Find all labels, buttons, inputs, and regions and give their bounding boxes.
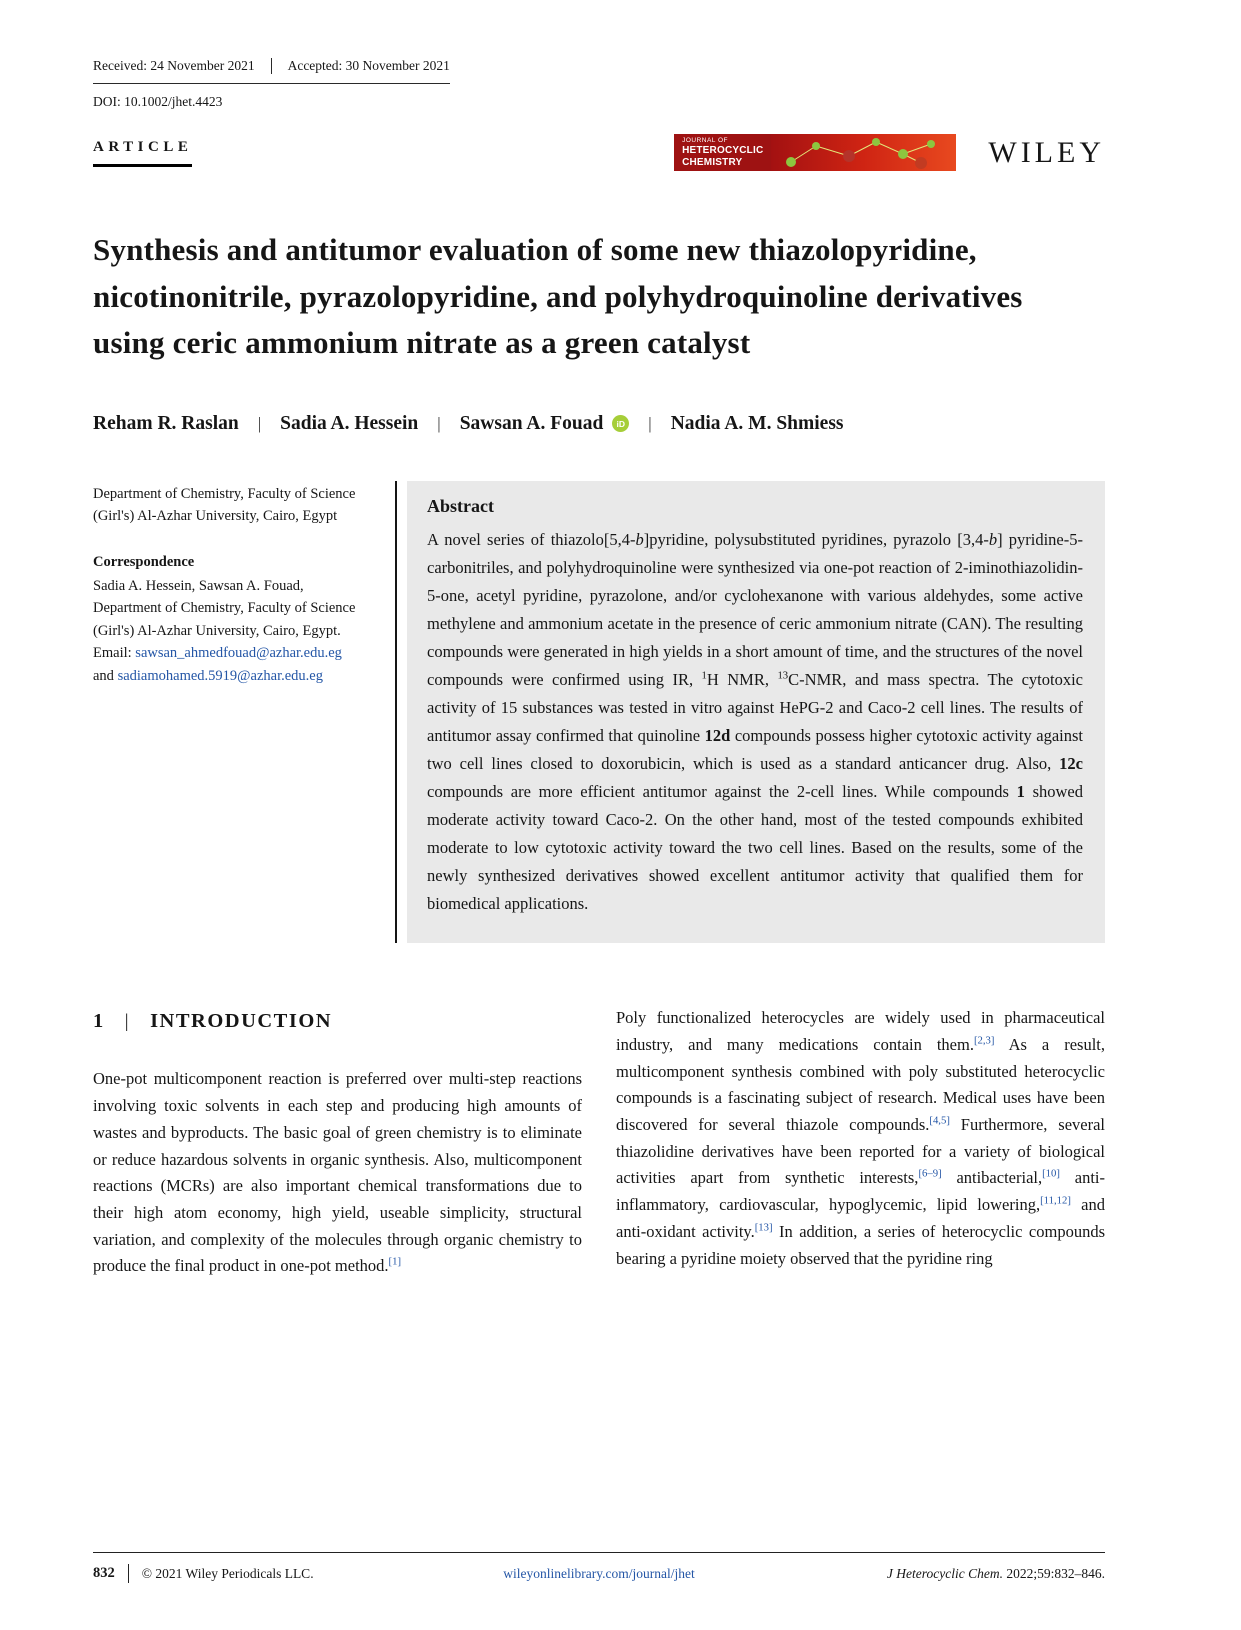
author-separator: |: [257, 413, 262, 433]
author-name-2: Sadia A. Hessein: [280, 412, 419, 434]
article-type-label: ARTICLE: [93, 139, 192, 167]
article-title: Synthesis and antitumor evaluation of some new thiazolopyridine, nicotinonitrile, pyrazolopyridine, and polyhydroquinoline derivatives using ceric ammonium nitrate as a green catalyst: [93, 232, 1023, 360]
section-heading-introduction: [93, 1005, 582, 1038]
doi: DOI: 10.1002/jhet.4423: [93, 94, 223, 109]
wiley-logo: WILEY: [988, 135, 1105, 169]
section-divider: |: [124, 1011, 131, 1033]
introduction-columns: [93, 1005, 1105, 1280]
journal-logo: [674, 134, 956, 171]
header-row: [93, 134, 1105, 171]
page-footer: [93, 1552, 1105, 1583]
author-name-3: Sawsan A. Fouad: [459, 412, 604, 434]
journal-logo-text: [674, 134, 771, 171]
correspondence-emails: [93, 642, 365, 687]
footer-left: [93, 1564, 503, 1583]
section-title: INTRODUCTION: [150, 1010, 333, 1033]
correspondence-heading: Correspondence: [93, 554, 195, 571]
correspondence-text: Sadia A. Hessein, Sawsan A. Fouad, Department of Chemistry, Faculty of Science (Girl's) Al-Azhar University, Cairo, Egypt.: [93, 577, 356, 639]
received-accepted-row: [93, 58, 450, 84]
affiliation: Department of Chemistry, Faculty of Science (Girl's) Al-Azhar University, Cairo, Egypt: [93, 485, 356, 524]
page-number: 832: [93, 1565, 115, 1581]
abstract-box: [407, 481, 1105, 944]
journal-citation: J Heterocyclic Chem. 2022;59:832–846.: [886, 1565, 1106, 1581]
article-page: [93, 0, 1105, 1280]
intro-right-column: [616, 1005, 1105, 1280]
intro-paragraph-right: Poly functionalized heterocycles are widely used in pharmaceutical industry, and many medications contain them.[2,3] As a result, multicomponent synthesis combined with poly substituted heterocyclic compounds is a fascinating subject of research. Medical uses have been discovered for several thiazole compounds.[4,5] Furthermore, several thiazolidine derivatives have been reported for a variety of biological activities apart from synthetic interests,[6–9] antibacterial,[10] anti-inflammatory, cardiovascular, hypoglycemic, lipid lowering,[11,12] and anti-oxidant activity.[13] In addition, a series of heterocyclic compounds bearing a pyridine moiety observed that the pyridine ring: [616, 1008, 1105, 1268]
molecule-art-icon: [771, 134, 956, 171]
author-separator: |: [437, 413, 441, 433]
email-join: and: [93, 667, 118, 684]
email-prefix: Email:: [93, 645, 136, 662]
author-name-1: Reham R. Raslan: [93, 412, 239, 434]
journal-logo-line1: JOURNAL OF: [682, 137, 729, 145]
accepted-date: Accepted: 30 November 2021: [271, 58, 450, 74]
intro-paragraph-left: One-pot multicomponent reaction is preferred over multi-step reactions involving toxic solvents in each step and producing high amounts of wastes and byproducts. The basic goal of green chemistry is to eliminate or reduce hazardous solvents in organic synthesis. Also, multicomponent reactions (MCRs) are also important chemical transformations due to their high atom economy, high yield, useable simplicity, structural variation, and complexity of the molecules through organic chemistry to produce the final product in one-pot method.[1]: [93, 1069, 582, 1276]
author-separator: |: [648, 413, 652, 433]
abstract-heading: Abstract: [427, 495, 494, 516]
copyright-notice: © 2021 Wiley Periodicals LLC.: [141, 1565, 314, 1581]
journal-logo-line3: CHEMISTRY: [682, 156, 743, 168]
article-info-column: [93, 481, 365, 944]
section-number: 1: [93, 1010, 105, 1033]
orcid-icon[interactable]: iD: [612, 415, 629, 432]
intro-left-column: [93, 1005, 582, 1280]
abstract-text: A novel series of thiazolo[5,4-b]pyridine, polysubstituted pyridines, pyrazolo [3,4-b] pyridine-5-carbonitriles, and polyhydroquinoline were synthesized via one-pot reaction of 2-iminothiazolidin-5-one, acetyl pyridine, pyrazolone, and/or cyclohexanone with various aldehydes, some active methylene and ammonium acetate in the presence of ceric ammonium nitrate (CAN). The resulting compounds were generated in high yields in a short amount of time, and the structures of the novel compounds were confirmed using IR, $^1$H NMR, $^{13}$C-NMR, and mass spectra. The cytotoxic activity of 15 substances was tested in vitro against HePG-2 and Caco-2 cell lines. The results of antitumor assay confirmed that quinoline 12d compounds possess higher cytotoxic activity against two cell lines closed to doxorubicin, which is used as a standard anticancer drug. Also, 12c compounds are more efficient antitumor against the 2-cell lines. While compounds 1 showed moderate activity toward Caco-2. On the other hand, most of the tested compounds exhibited moderate to low cytotoxic activity toward the two cell lines. Based on the results, some of the newly synthesized derivatives showed excellent antitumor activity that qualified them for biomedical applications.: [427, 529, 1084, 914]
journal-website-link[interactable]: wileyonlinelibrary.com/journal/jhet: [503, 1565, 695, 1581]
author-name-4: Nadia A. M. Shmiess: [670, 412, 844, 434]
journal-logo-line2: HETEROCYCLIC: [682, 145, 764, 157]
header-branding: [674, 134, 1105, 171]
abstract-section: [395, 481, 1105, 944]
article-info-and-abstract: [93, 481, 1105, 944]
email-link-2[interactable]: sadiamohamed.5919@azhar.edu.eg: [117, 667, 323, 684]
email-link-1[interactable]: sawsan_ahmedfouad@azhar.edu.eg: [135, 645, 342, 662]
author-list: [93, 413, 1105, 435]
received-date: Received: 24 November 2021: [93, 58, 255, 73]
footer-divider: [128, 1564, 129, 1583]
